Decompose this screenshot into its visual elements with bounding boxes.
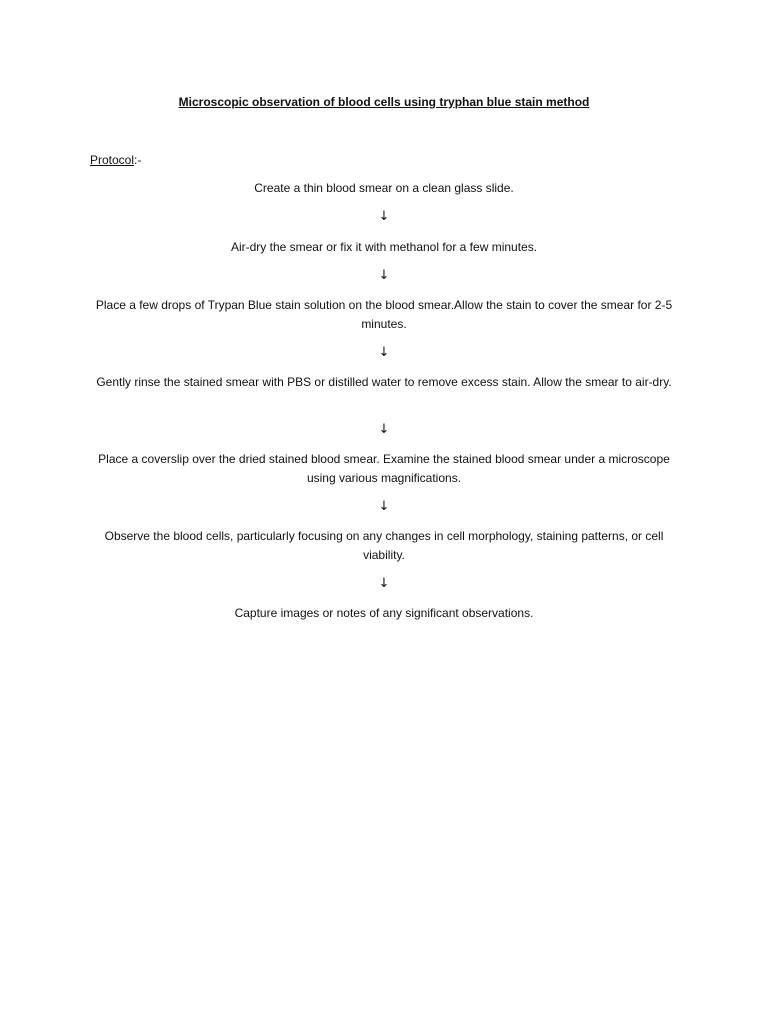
down-arrow-icon: ↓ [378, 499, 390, 514]
protocol-step-7: Capture images or notes of any significant observations. [234, 606, 534, 620]
document-title: Microscopic observation of blood cells using tryphan blue stain method [178, 95, 590, 109]
down-arrow-icon: ↓ [378, 422, 390, 437]
protocol-step-5: Place a coverslip over the dried stained blood smear. Examine the stained blood smear under a microscope using various magnifications. [98, 452, 670, 485]
protocol-label: Protocol [90, 153, 135, 167]
down-arrow-icon: ↓ [378, 576, 390, 591]
protocol-step-4: Gently rinse the stained smear with PBS or distilled water to remove excess stain. Allow the smear to air-dry. [96, 375, 672, 389]
down-arrow-icon: ↓ [378, 209, 390, 224]
protocol-suffix: :- [134, 153, 142, 167]
down-arrow-icon: ↓ [378, 268, 390, 283]
down-arrow-icon: ↓ [378, 345, 390, 360]
protocol-step-6: Observe the blood cells, particularly focusing on any changes in cell morphology, staining patterns, or cell viability. [104, 529, 664, 562]
protocol-heading [90, 151, 141, 169]
protocol-step-3: Place a few drops of Trypan Blue stain solution on the blood smear.Allow the stain to cover the smear for 2-5 minutes. [95, 298, 673, 331]
protocol-step-2: Air-dry the smear or fix it with methanol for a few minutes. [230, 240, 538, 254]
protocol-step-1: Create a thin blood smear on a clean glass slide. [254, 181, 514, 195]
